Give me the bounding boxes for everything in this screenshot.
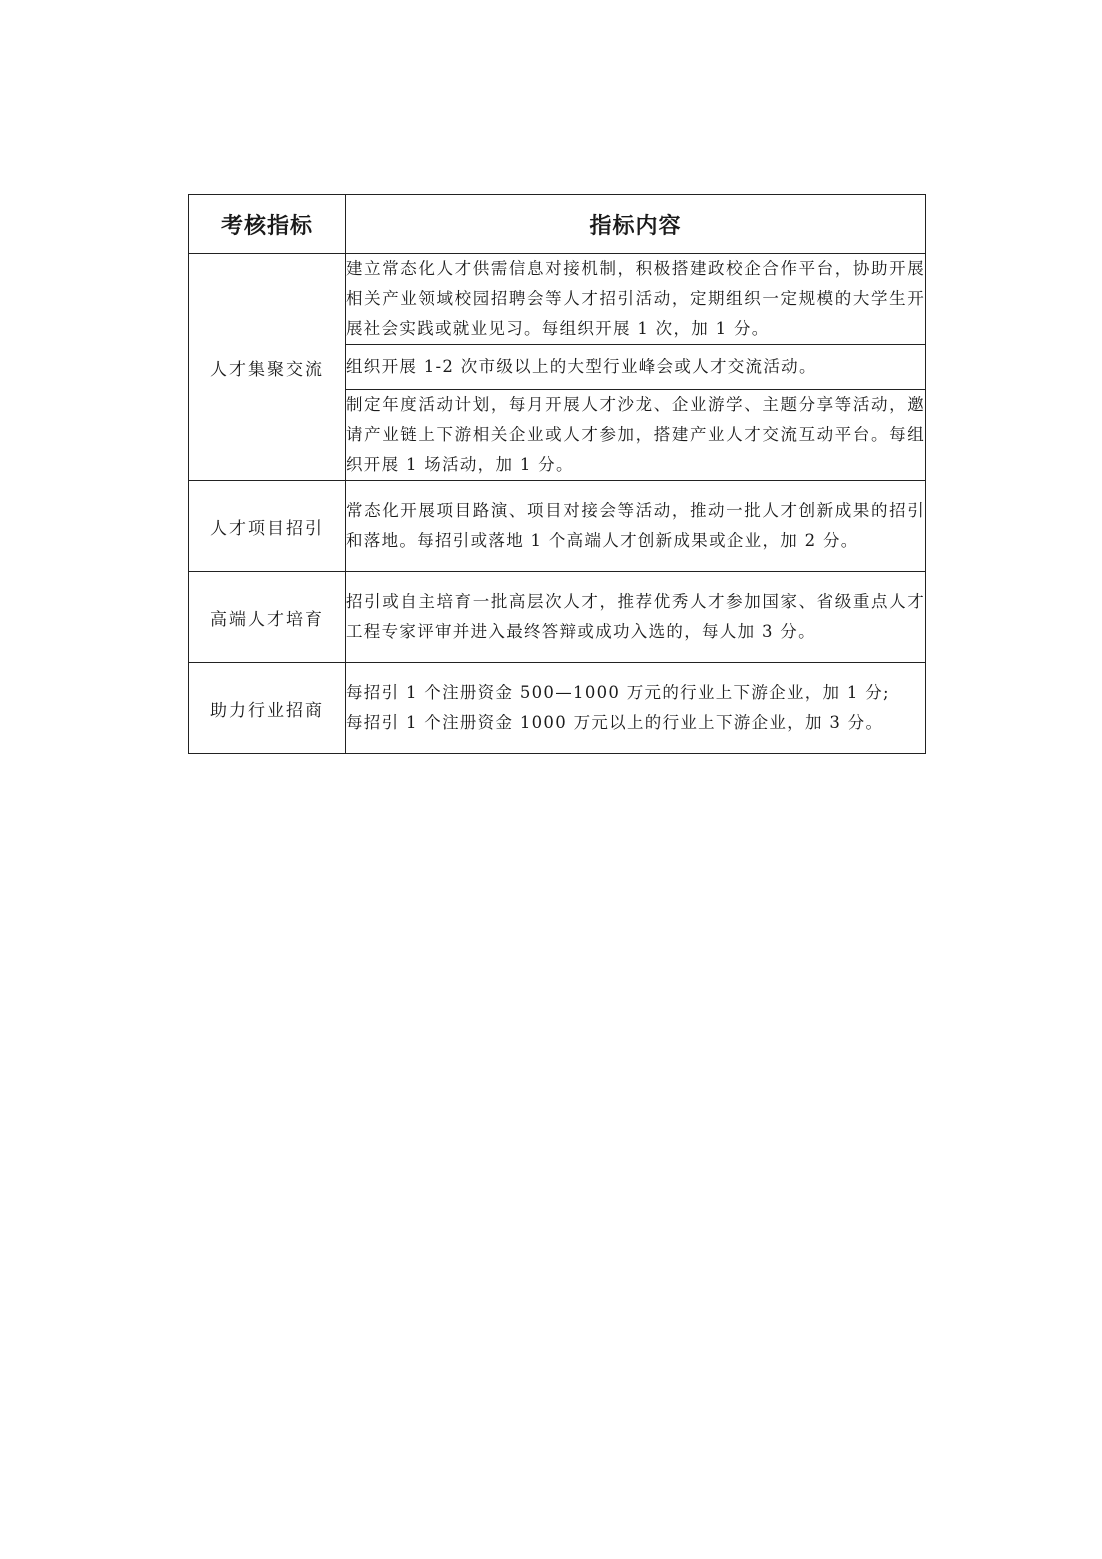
indicator-talent-gathering: 人才集聚交流 bbox=[189, 254, 346, 481]
content-cell: 常态化开展项目路演、项目对接会等活动，推动一批人才创新成果的招引和落地。每招引或落地 1 个高端人才创新成果或企业，加 2 分。 bbox=[346, 481, 926, 572]
content-line: 每招引 1 个注册资金 500—1000 万元的行业上下游企业，加 1 分; bbox=[346, 683, 890, 702]
table-row bbox=[189, 254, 926, 345]
table-header-row bbox=[189, 195, 926, 254]
table-row bbox=[189, 663, 926, 754]
content-cell: 招引或自主培育一批高层次人才，推荐优秀人才参加国家、省级重点人才工程专家评审并进入最终答辩或成功入选的，每人加 3 分。 bbox=[346, 572, 926, 663]
table-row bbox=[189, 572, 926, 663]
content-cell: 制定年度活动计划，每月开展人才沙龙、企业游学、主题分享等活动，邀请产业链上下游相关企业或人才参加，搭建产业人才交流互动平台。每组织开展 1 场活动，加 1 分。 bbox=[346, 390, 926, 481]
indicator-talent-project: 人才项目招引 bbox=[189, 481, 346, 572]
indicator-industry-investment: 助力行业招商 bbox=[189, 663, 346, 754]
table-row bbox=[189, 481, 926, 572]
header-content: 指标内容 bbox=[346, 195, 926, 254]
content-cell: 建立常态化人才供需信息对接机制，积极搭建政校企合作平台，协助开展相关产业领域校园招聘会等人才招引活动，定期组织一定规模的大学生开展社会实践或就业见习。每组织开展 1 次，加 1 分。 bbox=[346, 254, 926, 345]
content-cell bbox=[346, 663, 926, 754]
indicator-high-end-talent: 高端人才培育 bbox=[189, 572, 346, 663]
content-line: 每招引 1 个注册资金 1000 万元以上的行业上下游企业，加 3 分。 bbox=[346, 713, 884, 732]
content-cell: 组织开展 1-2 次市级以上的大型行业峰会或人才交流活动。 bbox=[346, 345, 926, 390]
header-indicator: 考核指标 bbox=[189, 195, 346, 254]
assessment-table bbox=[188, 194, 926, 754]
